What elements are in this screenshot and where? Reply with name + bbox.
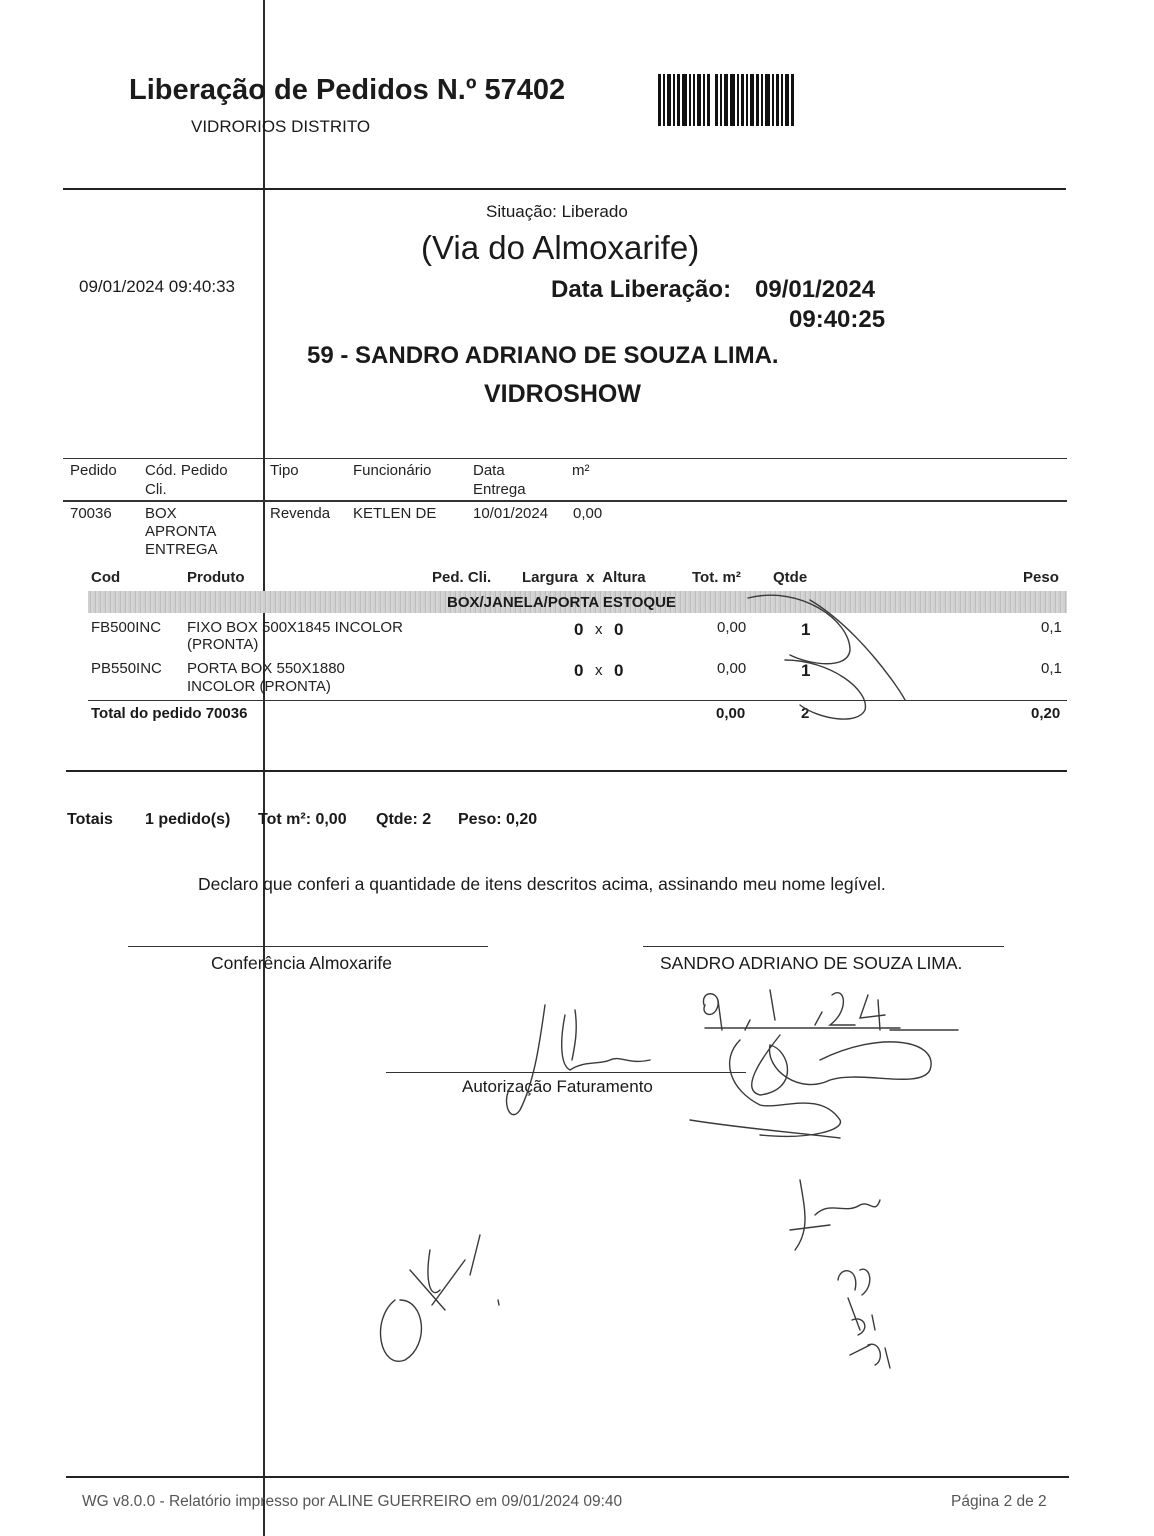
totais-label: Totais bbox=[67, 811, 113, 828]
col-header-tipo: Tipo bbox=[270, 462, 299, 479]
client-name: 59 - SANDRO ADRIANO DE SOUZA LIMA. bbox=[307, 342, 779, 369]
total-pedido-tot-m2: 0,00 bbox=[716, 705, 746, 722]
total-pedido-peso: 0,20 bbox=[1031, 705, 1061, 722]
company-name: VIDRORIOS DISTRITO bbox=[191, 117, 371, 136]
item-peso: 0,1 bbox=[1041, 619, 1062, 636]
item-cod: PB550INC bbox=[91, 660, 162, 677]
item-qtde: 1 bbox=[801, 661, 811, 680]
order-m2: 0,00 bbox=[573, 505, 603, 522]
via-label: (Via do Almoxarife) bbox=[421, 229, 700, 266]
item-qtde: 1 bbox=[801, 620, 811, 639]
data-liberacao-time: 09:40:25 bbox=[789, 306, 886, 333]
item-x: x bbox=[595, 621, 603, 638]
item-altura: 0 bbox=[614, 620, 624, 639]
items-header-ped-cli: Ped. Cli. bbox=[432, 569, 492, 586]
total-pedido-label: Total do pedido 70036 bbox=[91, 705, 248, 722]
items-header-produto: Produto bbox=[187, 569, 245, 586]
item-altura: 0 bbox=[614, 661, 624, 680]
col-header-funcionario: Funcionário bbox=[353, 462, 432, 479]
items-header-qtde: Qtde bbox=[773, 569, 808, 586]
order-tipo: Revenda bbox=[270, 505, 331, 522]
totais-pedidos: 1 pedido(s) bbox=[145, 811, 231, 828]
order-funcionario: KETLEN DE bbox=[353, 505, 437, 522]
order-pedido: 70036 bbox=[70, 505, 112, 522]
totais-qtde: Qtde: 2 bbox=[376, 811, 432, 828]
print-datetime: 09/01/2024 09:40:33 bbox=[79, 277, 235, 296]
col-header-pedido: Pedido bbox=[70, 462, 117, 479]
totais-tot-m2: Tot m²: 0,00 bbox=[258, 811, 347, 828]
client-store: VIDROSHOW bbox=[484, 380, 641, 408]
footer-left-text: WG v8.0.0 - Relatório impresso por ALINE GUERREIRO em 09/01/2024 09:40 bbox=[82, 1493, 623, 1510]
item-produto-line1: PORTA BOX 550X1880 bbox=[187, 660, 345, 677]
page-title: Liberação de Pedidos N.º 57402 bbox=[129, 74, 566, 106]
item-largura: 0 bbox=[574, 661, 584, 680]
item-produto-line1: FIXO BOX 500X1845 INCOLOR bbox=[187, 619, 403, 636]
footer-page-number: Página 2 de 2 bbox=[951, 1493, 1047, 1510]
items-header-dims: Largura x Altura bbox=[522, 569, 646, 586]
signature-label-auth: Autorização Faturamento bbox=[462, 1077, 653, 1096]
declaration-text: Declaro que conferi a quantidade de itens descritos acima, assinando meu nome legível. bbox=[198, 874, 886, 894]
item-peso: 0,1 bbox=[1041, 660, 1062, 677]
item-x: x bbox=[595, 662, 603, 679]
total-pedido-qtde: 2 bbox=[801, 705, 810, 722]
col-header-m2: m² bbox=[572, 462, 590, 479]
footer-divider bbox=[66, 1476, 1069, 1478]
signature-label-left: Conferência Almoxarife bbox=[211, 953, 392, 973]
item-cod: FB500INC bbox=[91, 619, 162, 636]
item-produto-line2: (PRONTA) bbox=[187, 636, 259, 653]
item-tot-m2: 0,00 bbox=[717, 619, 747, 636]
item-tot-m2: 0,00 bbox=[717, 660, 747, 677]
item-largura: 0 bbox=[574, 620, 584, 639]
order-data-entrega: 10/01/2024 bbox=[473, 505, 549, 522]
situacao-text: Situação: Liberado bbox=[486, 202, 628, 221]
totais-peso: Peso: 0,20 bbox=[458, 811, 538, 828]
items-header-tot-m2: Tot. m² bbox=[692, 569, 741, 586]
signature-label-right: SANDRO ADRIANO DE SOUZA LIMA. bbox=[660, 953, 963, 973]
order-cod-pedido-cli: BOX APRONTA ENTREGA bbox=[145, 505, 218, 558]
items-header-peso: Peso bbox=[1023, 569, 1059, 586]
item-produto-line2: INCOLOR (PRONTA) bbox=[187, 678, 331, 695]
items-header-cod: Cod bbox=[91, 569, 121, 586]
col-header-cod-pedido-cli: Cód. Pedido Cli. bbox=[145, 462, 228, 498]
group-label: BOX/JANELA/PORTA ESTOQUE bbox=[447, 594, 676, 611]
data-liberacao-date: 09/01/2024 bbox=[755, 276, 876, 303]
col-header-data-entrega: Data Entrega bbox=[473, 462, 526, 498]
data-liberacao-label: Data Liberação: bbox=[551, 276, 732, 303]
